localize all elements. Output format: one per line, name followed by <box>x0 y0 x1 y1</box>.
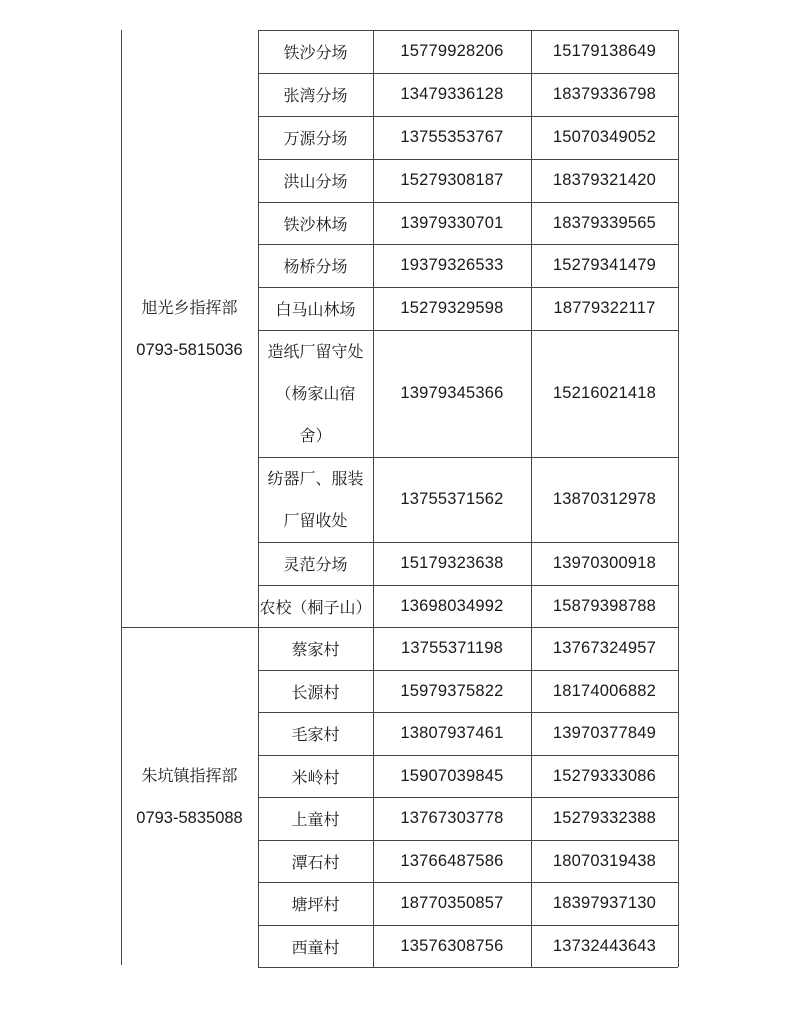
phone1-cell: 13755371562 <box>400 490 504 508</box>
group-header-cell <box>121 627 258 967</box>
col-border-right <box>678 30 679 967</box>
phone1-cell: 13807937461 <box>400 724 504 742</box>
phone2-cell: 15279341479 <box>552 256 657 274</box>
group-name: 旭光乡指挥部 <box>141 297 238 317</box>
phone2-cell: 15279332388 <box>552 809 657 827</box>
place-cell: 潭石村 <box>291 852 340 872</box>
phone2-cell: 13732443643 <box>552 936 657 955</box>
place-line: 舍） <box>299 425 332 445</box>
phone1-cell: 15979375822 <box>400 681 504 700</box>
phone1-cell: 13755353767 <box>400 128 504 146</box>
place-cell: 灵范分场 <box>283 555 348 574</box>
place-cell: 蔡家村 <box>291 640 340 659</box>
group-phone: 0793-5835088 <box>136 809 243 827</box>
col-border-2 <box>373 30 374 967</box>
place-cell: 铁沙分场 <box>283 43 348 62</box>
phone1-cell: 15279329598 <box>400 299 504 317</box>
col-border-left <box>121 30 122 965</box>
phone1-cell: 13576308756 <box>400 936 504 955</box>
place-cell: 洪山分场 <box>283 172 348 191</box>
phone1-cell: 19379326533 <box>400 256 504 274</box>
phone1-cell: 13979345366 <box>400 384 504 402</box>
phone2-cell: 18379339565 <box>552 213 657 232</box>
place-cell: 西童村 <box>291 937 340 957</box>
place-cell: 米岭村 <box>291 767 340 787</box>
phone2-cell: 18070319438 <box>552 851 657 870</box>
place-lines <box>267 458 363 542</box>
phone2-cell: 18379336798 <box>552 85 657 103</box>
phone2-cell: 18779322117 <box>553 299 656 317</box>
row-divider <box>258 967 678 968</box>
place-lines <box>267 331 363 457</box>
place-cell: 毛家村 <box>291 725 340 744</box>
phone2-cell: 13970300918 <box>552 554 657 572</box>
place-line: 造纸厂留守处 <box>267 341 364 361</box>
place-cell <box>258 457 373 542</box>
place-line: 纺器厂、服装 <box>267 468 364 488</box>
phone1-cell: 15779928206 <box>400 42 504 60</box>
phone2-cell: 18379321420 <box>552 171 657 189</box>
place-cell: 张湾分场 <box>283 86 348 105</box>
phone2-cell: 15879398788 <box>552 596 657 615</box>
phone2-cell: 13767324957 <box>552 639 657 657</box>
place-line: （杨家山宿 <box>275 383 356 403</box>
phone1-cell: 13766487586 <box>400 851 504 870</box>
phone1-cell: 13755371198 <box>401 639 503 657</box>
col-border-3 <box>531 30 532 967</box>
place-line: 厂留收处 <box>283 510 348 530</box>
place-cell <box>258 330 373 457</box>
phone2-cell: 13970377849 <box>552 724 657 742</box>
phone1-cell: 15179323638 <box>400 554 504 572</box>
phone2-cell: 15279333086 <box>552 766 657 785</box>
phone1-cell: 13767303778 <box>400 809 504 827</box>
phone2-cell: 18174006882 <box>552 681 657 700</box>
place-cell: 上童村 <box>291 810 340 829</box>
group-phone: 0793-5815036 <box>136 340 243 359</box>
phone1-cell: 15907039845 <box>400 766 504 785</box>
place-cell: 长源村 <box>291 682 340 702</box>
place-cell: 万源分场 <box>283 129 348 148</box>
phone2-cell: 18397937130 <box>552 894 657 912</box>
phone2-cell: 15216021418 <box>552 384 657 402</box>
phone2-cell: 15179138649 <box>552 42 657 60</box>
group-header-cell <box>121 30 258 627</box>
place-cell: 农校（桐子山） <box>259 597 372 617</box>
phone1-cell: 13979330701 <box>400 213 504 232</box>
phone2-cell: 13870312978 <box>552 490 657 508</box>
place-cell: 白马山林场 <box>275 300 356 319</box>
phone1-cell: 13479336128 <box>400 85 504 103</box>
col-border-1 <box>258 30 259 967</box>
phone2-cell: 15070349052 <box>552 128 657 146</box>
place-cell: 塘坪村 <box>291 895 340 914</box>
group-name: 朱坑镇指挥部 <box>141 766 238 785</box>
phone1-cell: 18770350857 <box>400 894 504 912</box>
place-cell: 铁沙林场 <box>283 214 348 234</box>
phone1-cell: 13698034992 <box>400 596 504 615</box>
place-cell: 杨桥分场 <box>283 257 348 276</box>
phone1-cell: 15279308187 <box>400 171 504 189</box>
